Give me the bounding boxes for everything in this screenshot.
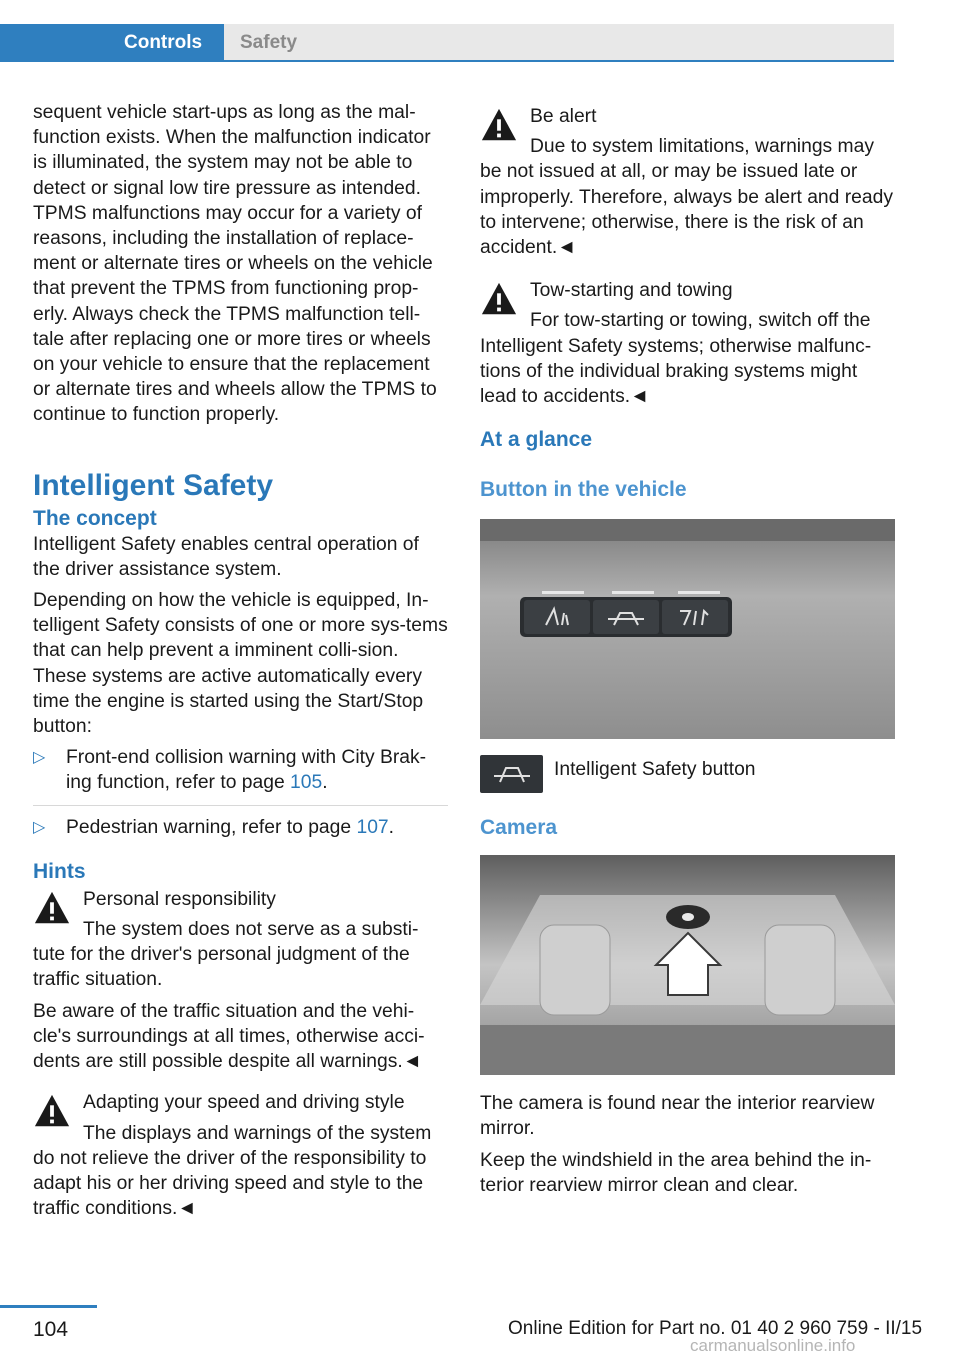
warning-body: Due to system limitations, warnings may be not issued at all, or may be issued late or improperly. Therefore, always be alert and ready to intervene; otherwise, there is the risk of an accident.◄ <box>480 136 893 259</box>
button-legend <box>480 755 895 793</box>
concept-paragraph-2: Depending on how the vehicle is equipped, In‐telligent Safety consists of one or more sys‐tems that can help prevent a imminent colli‐sion. These systems are active automatically every time the engine is started using the Start/Stop button: <box>33 590 448 738</box>
warning-tow-starting <box>480 278 895 409</box>
warning-triangle-icon <box>480 106 518 144</box>
tab-safety[interactable]: Safety <box>224 24 894 62</box>
intelligent-safety-button-icon <box>480 755 543 793</box>
tab-controls[interactable]: Controls <box>0 24 224 62</box>
warning-body: For tow-starting or towing, switch off the Intelligent Safety systems; otherwise malfunc‐tions of the individual braking systems might lead to accidents.◄ <box>480 310 872 408</box>
button-heading: Button in the vehicle <box>480 478 687 502</box>
concept-paragraph-1: Intelligent Safety enables central operation of the driver assistance system. <box>33 533 419 580</box>
triangle-bullet-icon: ▷ <box>33 749 46 767</box>
hints-paragraph: Be aware of the traffic situation and the vehi‐cle's surroundings at all times, otherwise acci‐dents are still possible despite all warnings.◄ <box>33 1000 425 1073</box>
systems-list <box>33 745 448 849</box>
warning-title: Be alert <box>530 106 597 127</box>
page-link-105[interactable]: 105 <box>290 772 323 794</box>
section-title: Intelligent Safety <box>33 468 274 502</box>
warning-title: Tow-starting and towing <box>530 280 733 302</box>
warning-body: The system does not serve as a substi‐tute for the driver's personal judgment of the traffic situation. <box>33 919 419 991</box>
list-item: ▷ Front-end collision warning with City Brak‐ing function, refer to page 105. <box>33 745 448 805</box>
footer-divider <box>0 1305 97 1308</box>
button-legend-label: Intelligent Safety button <box>554 759 756 781</box>
windshield-camera-illustration <box>480 855 895 1075</box>
warning-be-alert <box>480 104 895 260</box>
warning-body: The displays and warnings of the system do not relieve the driver of the responsibility to adapt his or her driving speed and style to the traffic conditions.◄ <box>33 1122 432 1220</box>
button-photo <box>480 519 895 739</box>
warning-adapting-speed <box>33 1090 448 1221</box>
list-item: ▷ Pedestrian warning, refer to page 107. <box>33 815 448 849</box>
camera-paragraph-2: Keep the windshield in the area behind the in‐terior rearview mirror clean and clear. <box>480 1149 872 1196</box>
warning-personal-responsibility <box>33 887 448 993</box>
camera-heading: Camera <box>480 816 558 840</box>
page-header <box>0 0 960 62</box>
camera-photo <box>480 855 895 1075</box>
camera-paragraph-1: The camera is found near the interior rearview mirror. <box>480 1093 875 1140</box>
warning-title: Adapting your speed and driving style <box>83 1092 405 1114</box>
warning-triangle-icon <box>33 889 71 927</box>
page-link-107[interactable]: 107 <box>356 816 389 838</box>
page-number: 104 <box>33 1318 69 1341</box>
concept-heading: The concept <box>33 506 157 530</box>
left-column <box>33 100 448 1227</box>
button-panel-illustration <box>480 519 895 739</box>
edition-text: Online Edition for Part no. 01 40 2 960 759 - II/15 <box>508 1318 923 1339</box>
hints-heading: Hints <box>33 859 86 883</box>
header-divider <box>0 60 894 62</box>
intro-paragraph: sequent vehicle start-ups as long as the mal‐function exists. When the malfunction indicator is illuminated, the system may not be able to detect or signal low tire pressure as intended. TPMS malfunctions may occur for a variety of reasons, including the installation of replace‐ment or alternate tires or wheels on the vehicle that prevent the TPMS from functioning prop‐erly. Always check the TPMS malfunction tell‐tale after replacing one or more tires or wheels on your vehicle to ensure that the replacement or alternate tires and wheels allow the TPMS to continue to function properly. <box>33 102 437 426</box>
triangle-bullet-icon: ▷ <box>33 818 46 836</box>
right-column <box>480 104 895 1204</box>
warning-title: Personal responsibility <box>83 888 276 910</box>
watermark-text: carmanualsonline.info <box>690 1336 856 1355</box>
warning-triangle-icon <box>33 1092 71 1130</box>
warning-triangle-icon <box>480 280 518 318</box>
glance-heading: At a glance <box>480 428 593 452</box>
